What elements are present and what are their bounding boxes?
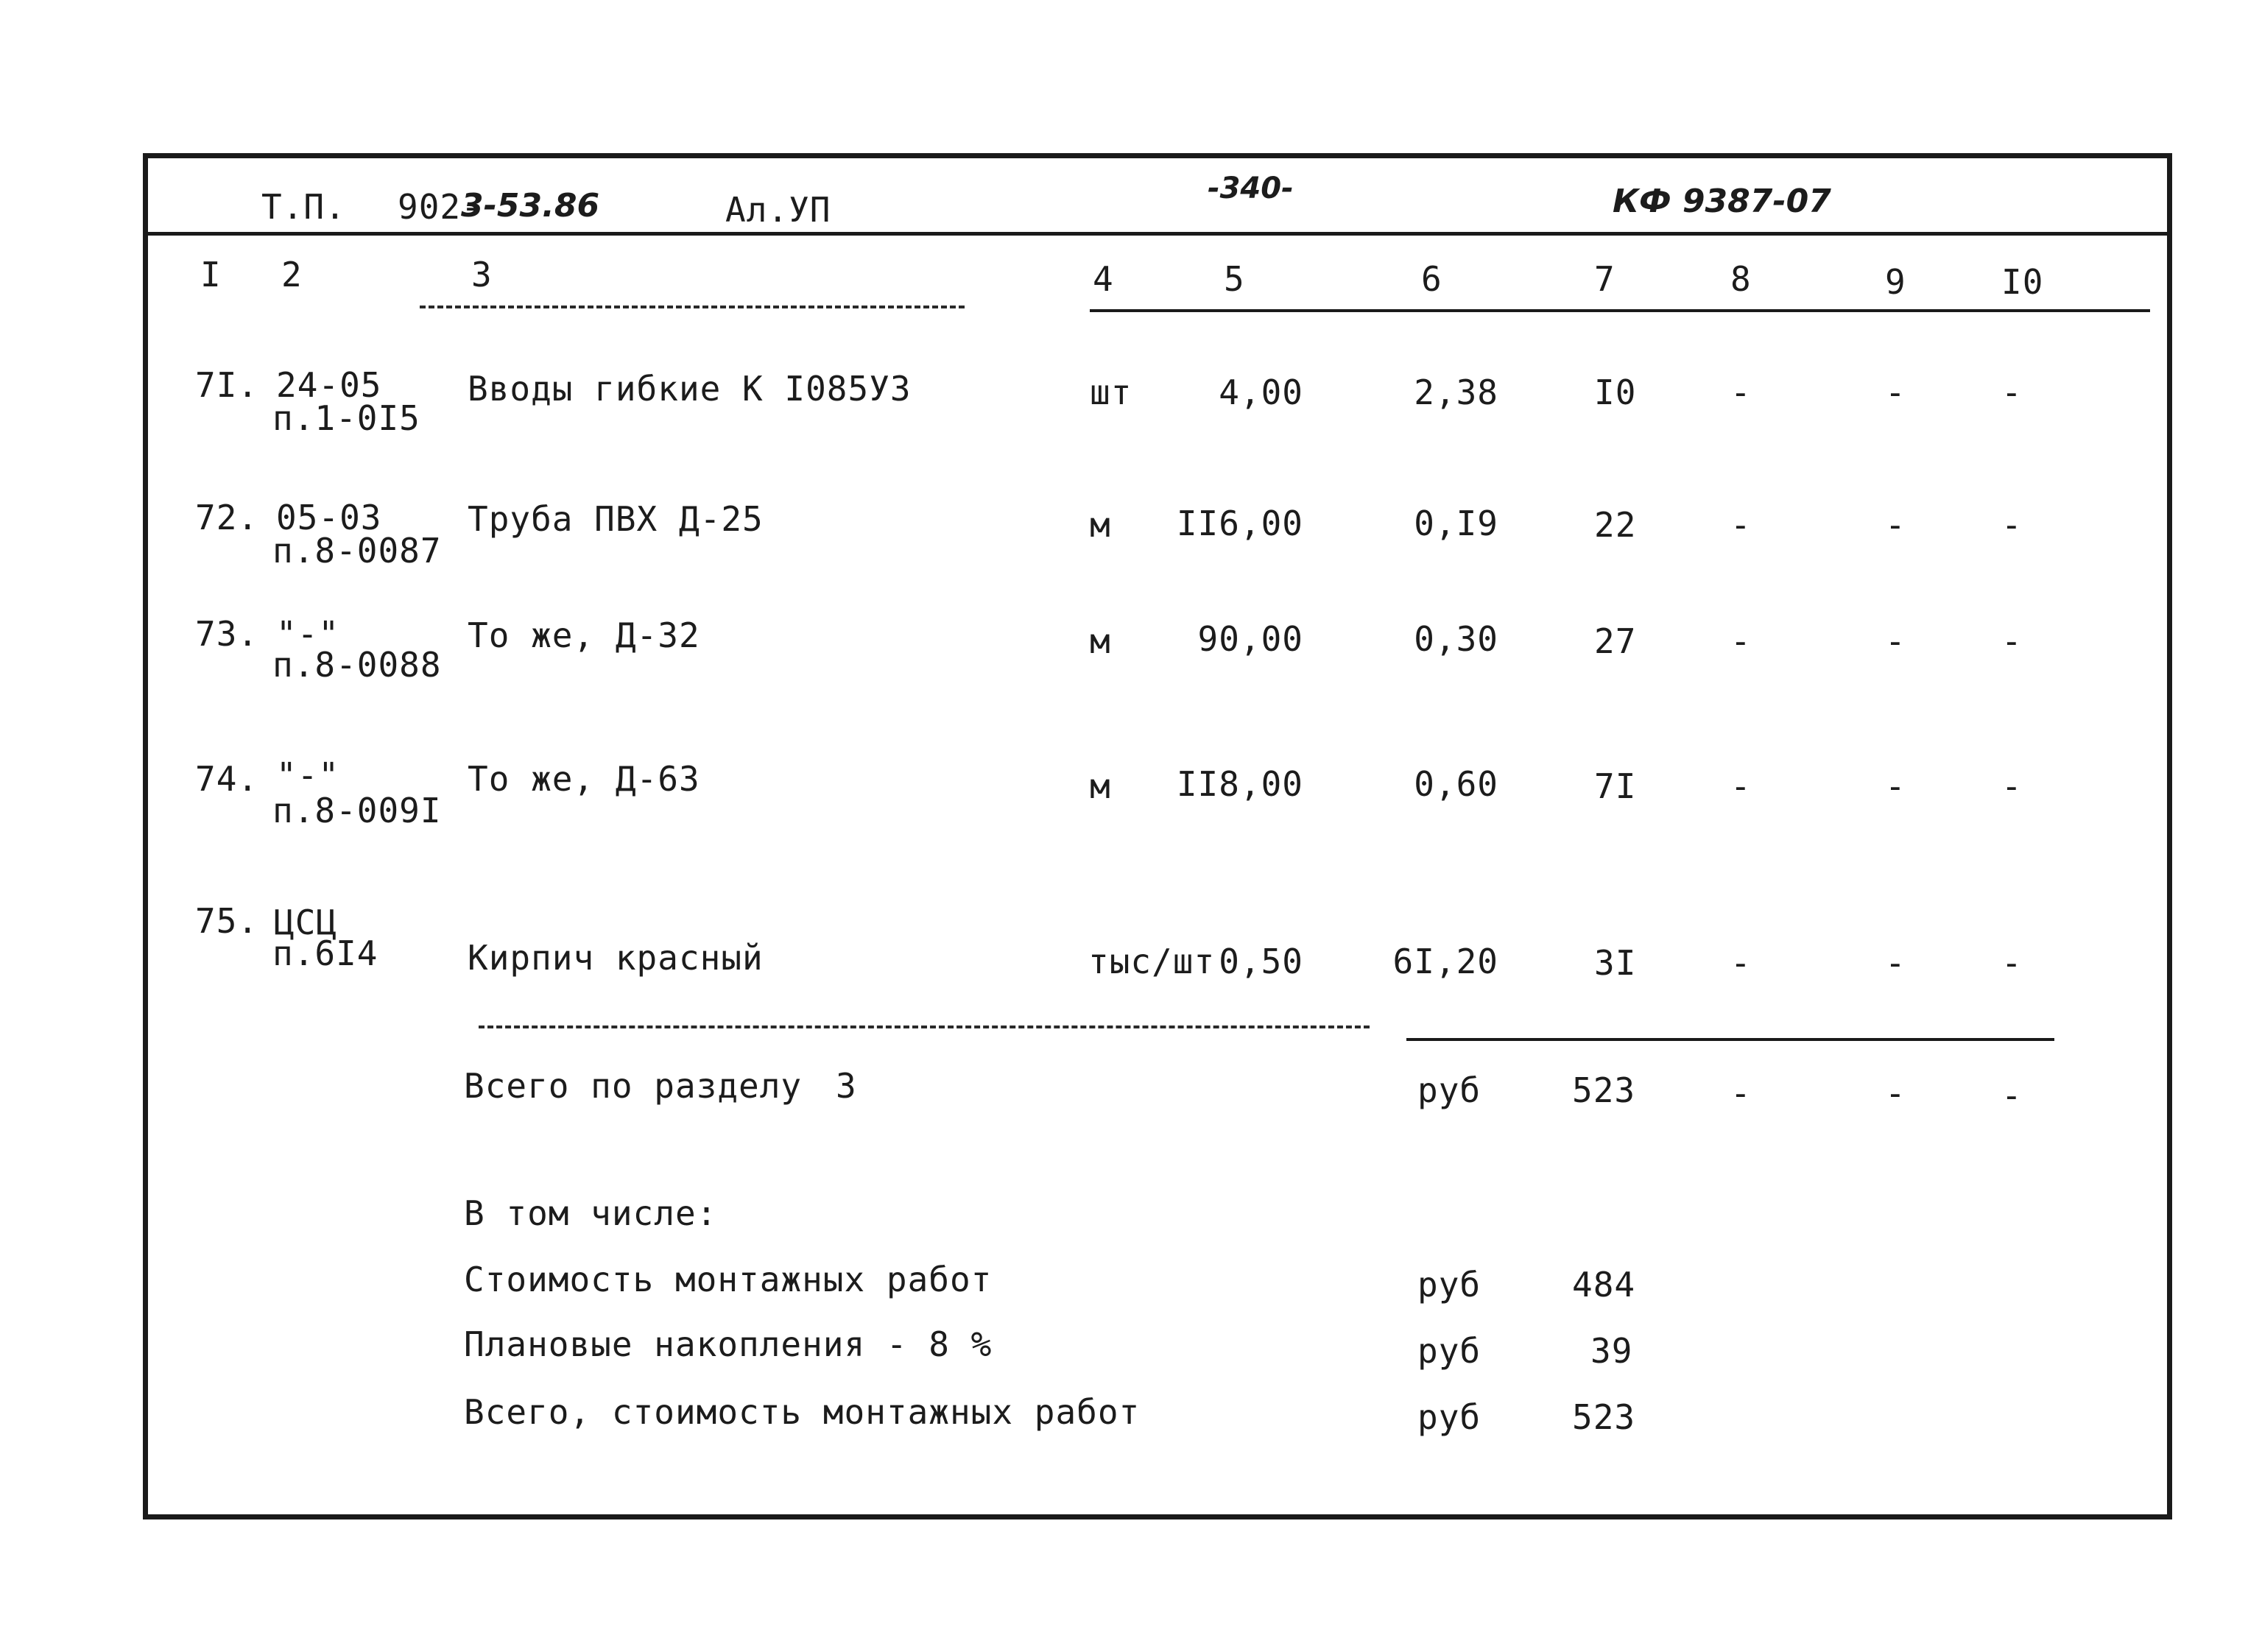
section-total-value: 523 (1572, 1070, 1636, 1110)
page-number: -340- (1208, 172, 1294, 205)
tp-label: Т.П. (261, 187, 346, 227)
row-price: 0,30 (1414, 619, 1498, 659)
row-total: 3I (1594, 943, 1637, 983)
row-ref-item: п.8-0088 (272, 645, 442, 685)
row-col10: - (2001, 621, 2023, 661)
row-col9: - (1885, 766, 1906, 806)
project-prefix: 902- (398, 187, 482, 227)
row-total: 27 (1594, 621, 1637, 661)
row-col9: - (1885, 943, 1906, 983)
row-col8: - (1730, 621, 1752, 661)
row-name: Вводы гибкие К I085У3 (468, 369, 912, 409)
row-unit: м (1090, 621, 1111, 661)
row-qty: 0,50 (1219, 942, 1303, 981)
row-col10: - (2001, 766, 2023, 806)
section-total-col9: - (1885, 1073, 1906, 1113)
row-number: 72. (195, 498, 259, 537)
row-ref-item: п.8-0087 (272, 531, 442, 571)
row-total: I0 (1594, 373, 1637, 412)
col-header-1: I (200, 255, 222, 294)
row-number: 73. (195, 614, 259, 654)
row-number: 75. (195, 901, 259, 941)
col-header-3: 3 (471, 255, 493, 294)
row-ref-item: п.1-0I5 (272, 398, 420, 438)
col3-underline (420, 306, 965, 308)
row-col10: - (2001, 373, 2023, 412)
row-name: То же, Д-63 (468, 759, 700, 799)
column-header-divider (1090, 309, 2150, 312)
row-col9: - (1885, 373, 1906, 412)
row-unit: шт (1090, 373, 1132, 412)
row-name: Кирпич красный (468, 938, 764, 978)
row-ref-code: ЦСЦ (274, 903, 338, 942)
row-qty: II8,00 (1176, 764, 1303, 804)
row-ref-code: 24-05 (276, 365, 382, 405)
header-divider (143, 232, 2172, 236)
section-total-col8: - (1730, 1073, 1752, 1113)
row-unit: м (1090, 766, 1111, 806)
row-total: 7I (1594, 766, 1637, 806)
breakdown-value: 484 (1572, 1265, 1636, 1305)
row-ref-item: п.6I4 (272, 933, 378, 973)
breakdown-heading: В том числе: (464, 1193, 718, 1233)
row-qty: 4,00 (1219, 373, 1303, 412)
row-col10: - (2001, 943, 2023, 983)
section-total-col10: - (2001, 1076, 2023, 1115)
row-name: Труба ПВХ Д-25 (468, 499, 764, 539)
row-unit: м (1090, 505, 1111, 545)
breakdown-label: Стоимость монтажных работ (464, 1260, 993, 1299)
subtotal-separator (1406, 1038, 2054, 1041)
row-col10: - (2001, 505, 2023, 545)
row-col9: - (1885, 505, 1906, 545)
row-ref-code: 05-03 (276, 498, 382, 537)
row-qty: II6,00 (1176, 504, 1303, 543)
col-header-4: 4 (1093, 259, 1114, 299)
row-col8: - (1730, 943, 1752, 983)
row-total: 22 (1594, 505, 1637, 545)
row-col8: - (1730, 766, 1752, 806)
col-header-8: 8 (1730, 259, 1752, 299)
row-number: 7I. (195, 365, 259, 405)
row-unit: тыс/шт (1088, 942, 1216, 981)
breakdown-unit: руб (1417, 1331, 1481, 1371)
row-col9: - (1885, 621, 1906, 661)
row-price: 0,60 (1414, 764, 1498, 804)
col-header-7: 7 (1594, 259, 1616, 299)
row-ref-code: "-" (276, 755, 340, 795)
row-ref-item: п.8-009I (272, 791, 442, 830)
col-header-2: 2 (281, 255, 303, 294)
album-label: Ал.УП (725, 190, 831, 230)
breakdown-label: Плановые накопления - 8 % (464, 1324, 993, 1364)
row-col8: - (1730, 505, 1752, 545)
breakdown-label: Всего, стоимость монтажных работ (464, 1392, 1141, 1432)
col-header-9: 9 (1885, 262, 1906, 302)
col-header-5: 5 (1224, 259, 1245, 299)
subtotal-separator-dashed (479, 1026, 1370, 1028)
row-name: То же, Д-32 (468, 615, 700, 655)
breakdown-value: 523 (1572, 1397, 1636, 1437)
row-price: 6I,20 (1392, 942, 1498, 981)
row-col8: - (1730, 373, 1752, 412)
document-code: КФ 9387-07 (1613, 183, 1831, 220)
section-total-section: 3 (836, 1066, 857, 1106)
col-header-6: 6 (1421, 259, 1442, 299)
breakdown-unit: руб (1417, 1397, 1481, 1437)
document-frame (143, 153, 2172, 1519)
row-ref-code: "-" (276, 614, 340, 654)
col-header-10: I0 (2001, 262, 2044, 302)
row-qty: 90,00 (1197, 619, 1303, 659)
section-total-unit: руб (1417, 1070, 1481, 1110)
project-number-handwritten: 3-53.86 (461, 187, 600, 225)
row-price: 0,I9 (1414, 504, 1498, 543)
breakdown-unit: руб (1417, 1265, 1481, 1305)
row-price: 2,38 (1414, 373, 1498, 412)
row-number: 74. (195, 759, 259, 799)
section-total-label: Всего по разделу (464, 1066, 803, 1106)
breakdown-value: 39 (1590, 1331, 1633, 1371)
